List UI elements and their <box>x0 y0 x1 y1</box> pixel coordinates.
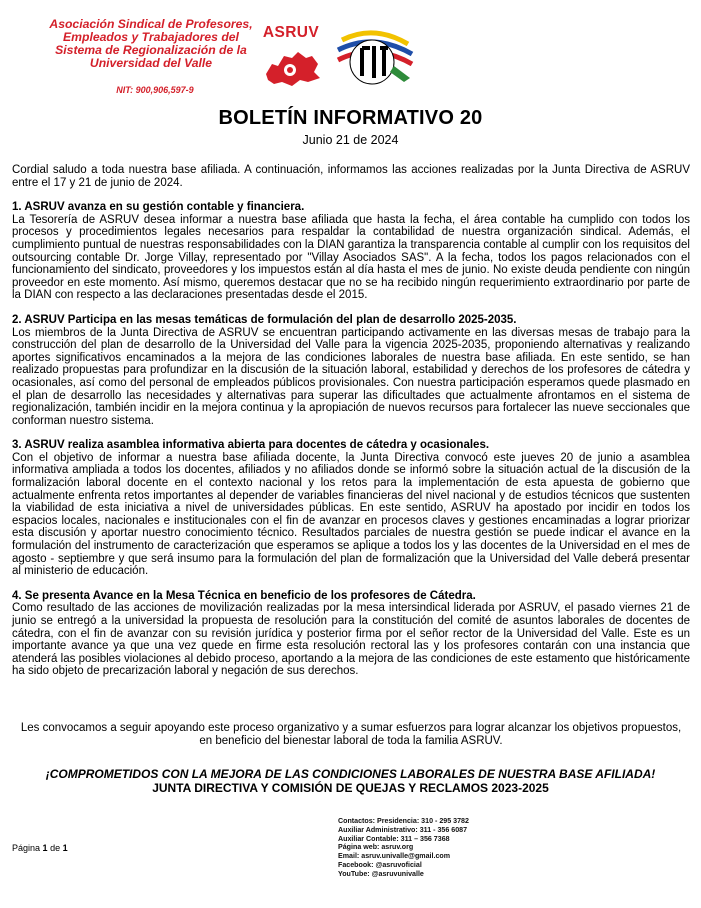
bulletin-title: BOLETÍN INFORMATIVO 20 <box>218 107 483 129</box>
page-total: 1 <box>62 843 68 853</box>
asruv-logo-text: ASRUV <box>262 24 320 41</box>
section-text: La Tesorería de ASRUV desea informar a nuestra base afiliada que hasta la fecha, el área contable ha cumplido con todos los procesos y procedimientos legales necesarios para respaldar la contabilidad de nuestra organización sindical. Además, el cumplimiento puntual de nuestras responsabilidades con la DIAN garantiza la transparencia contable al cumplir con los requisitos del outsourcing contable Dr. Jorge Villay, representado por "Villay Asociados SAS". A la fecha, todos los pagos relacionados con el funcionamiento del sindicato, proveedores y los impuestos están al día hasta el mes de junio. No existe deuda pendiente con ningún proveedor en este momento. Así mismo, queremos destacar que no se ha recibido ningún requerimiento extraordinario por parte de la DIAN con respecto a las declaraciones presentadas desde el 2015. <box>12 213 690 302</box>
section-text: Los miembros de la Junta Directiva de ASRUV se encuentran participando activamente en las diversas mesas de trabajo para la construcción del plan de desarrollo de la Universidad del Valle para la vigencia 2025-2035, proponiendo alternativas y realizando aportes significativos encaminados a la mejora de las condiciones laborales de nuestra base afiliada. En este sentido, se han realizado propuestas para profundizar en la discusión de la situación laboral, estabilidad y derechos de los profesores de cátedra y ocasionales, así como del personal de empleados públicos provisionales. Con nuestra participación esperamos quede plasmado en el plan de desarrollo las necesidades y alternativas para superar las dificultades que actualmente afrontamos en el sistema de regionalización, también incidir en la mejora continua y la apropiación de nuevos recursos para fortalecer las nueve seccionales que conforman nuestro sistema. <box>12 326 690 427</box>
contact-line: Auxiliar Contable: 311 – 356 7368 <box>338 834 450 843</box>
org-line: Empleados y Trabajadores del <box>63 30 239 44</box>
contact-line: Página web: asruv.org <box>338 843 414 852</box>
contact-line: Email: asruv.univalle@gmail.com <box>338 852 451 861</box>
contact-line: YouTube: @asruvunivalle <box>338 869 424 878</box>
organization-name <box>40 18 262 70</box>
closing-message <box>12 722 690 747</box>
section-heading: 1. ASRUV avanza en su gestión contable y financiera. <box>12 201 305 214</box>
closing-line: en beneficio del bienestar laboral de toda la familia ASRUV. <box>199 734 503 747</box>
section <box>12 201 690 302</box>
union-emblem-icon <box>334 26 414 92</box>
bulletin-body <box>12 164 690 678</box>
section-heading: 3. ASRUV realiza asamblea informativa abierta para docentes de cátedra y ocasionales. <box>12 439 490 452</box>
closing-line: Les convocamos a seguir apoyando este proceso organizativo y a sumar esfuerzos para lograr alcanzar los objetivos propuestos, <box>20 722 682 734</box>
page-current: 1 <box>42 843 48 853</box>
page-of: de <box>50 843 61 853</box>
page-number <box>12 843 68 853</box>
valle-map-icon <box>256 44 326 92</box>
motto-line: ¡COMPROMETIDOS CON LA MEJORA DE LAS CONDICIONES LABORALES DE NUESTRA BASE AFILIADA! <box>45 767 656 781</box>
org-line: Universidad del Valle <box>89 56 213 70</box>
asruv-logo <box>256 24 326 92</box>
motto-signature: JUNTA DIRECTIVA Y COMISIÓN DE QUEJAS Y RECLAMOS 2023-2025 <box>152 781 549 795</box>
org-line: Sistema de Regionalización de la <box>55 43 247 57</box>
nit-number: NIT: 900,906,597-9 <box>116 85 194 95</box>
section-heading: 2. ASRUV Participa en las mesas temáticas de formulación del plan de desarrollo 2025-2035. <box>12 313 517 326</box>
page-word: Página <box>12 843 41 853</box>
org-line: Asociación Sindical de Profesores, <box>49 17 253 31</box>
section <box>12 590 690 678</box>
section-text: Como resultado de las acciones de movilización realizadas por la mesa intersindical liderada por ASRUV, el pasado viernes 21 de junio se entregó a la universidad la propuesta de resolución para la constitución del comité de asuntos laborales de docentes de cátedra, con el fin de avanzar con su revisión jurídica y posterior firma por el señor rector de la Universidad del Valle. Este es un importante avance ya que una vez quede en firme esta resolución rectoral las y los profesores contarán con una instancia que atenderá las posibles violaciones al debido proceso, aportando a la mejora de las condiciones de este estamento que históricamente ha sido objeto de precarización laboral y negación de sus derechos. <box>12 602 690 678</box>
section-text: Con el objetivo de informar a nuestra base afiliada docente, la Junta Directiva convocó este jueves 20 de junio a asamblea informativa ampliada a todos los docentes, afiliados y no afiliados donde se informó sobre la situación actual de la discusión de la formalización laboral docente en el contexto nacional y los retos para la implementación de esta apuesta de gobierno que actualmente enfrenta retos importantes al depender de variables financieras del nivel nacional y de estudios técnicos que sustenten la viabilidad de esta iniciativa a nivel de universidades públicas. En este sentido, ASRUV ha apostado por incidir en todos los espacios locales, nacionales e institucionales con el fin de avanzar en procesos claves y gestiones encaminadas a lograr priorizar esta discusión y aportar nuestro conocimiento técnico. Resultados parciales de nuestra gestión se puede indicar el avance en la formulación del instrumento de caracterización que esperamos se aplique a todos los y las docentes de la Universidad en el mes de agosto - septiembre y que será insumo para la formulación del plan de formalización que la Universidad del Valle deberá presentar al ministerio de educación. <box>12 451 690 578</box>
section <box>12 439 690 578</box>
intro-paragraph: Cordial saludo a toda nuestra base afiliada. A continuación, informamos las acciones realizadas por la Junta Directiva de ASRUV entre el 17 y 21 de junio de 2024. <box>12 164 690 189</box>
contact-line: Auxiliar Administrativo: 311 - 356 6087 <box>338 825 468 834</box>
bulletin-date: Junio 21 de 2024 <box>302 133 399 147</box>
section-heading: 4. Se presenta Avance en la Mesa Técnica en beneficio de los profesores de Cátedra. <box>12 589 476 602</box>
section <box>12 314 690 427</box>
contact-line: Contactos: Presidencia: 310 - 295 3782 <box>338 817 469 825</box>
contact-info <box>338 817 469 879</box>
contact-line: Facebook: @asruvoficial <box>338 860 422 869</box>
motto <box>0 767 701 795</box>
